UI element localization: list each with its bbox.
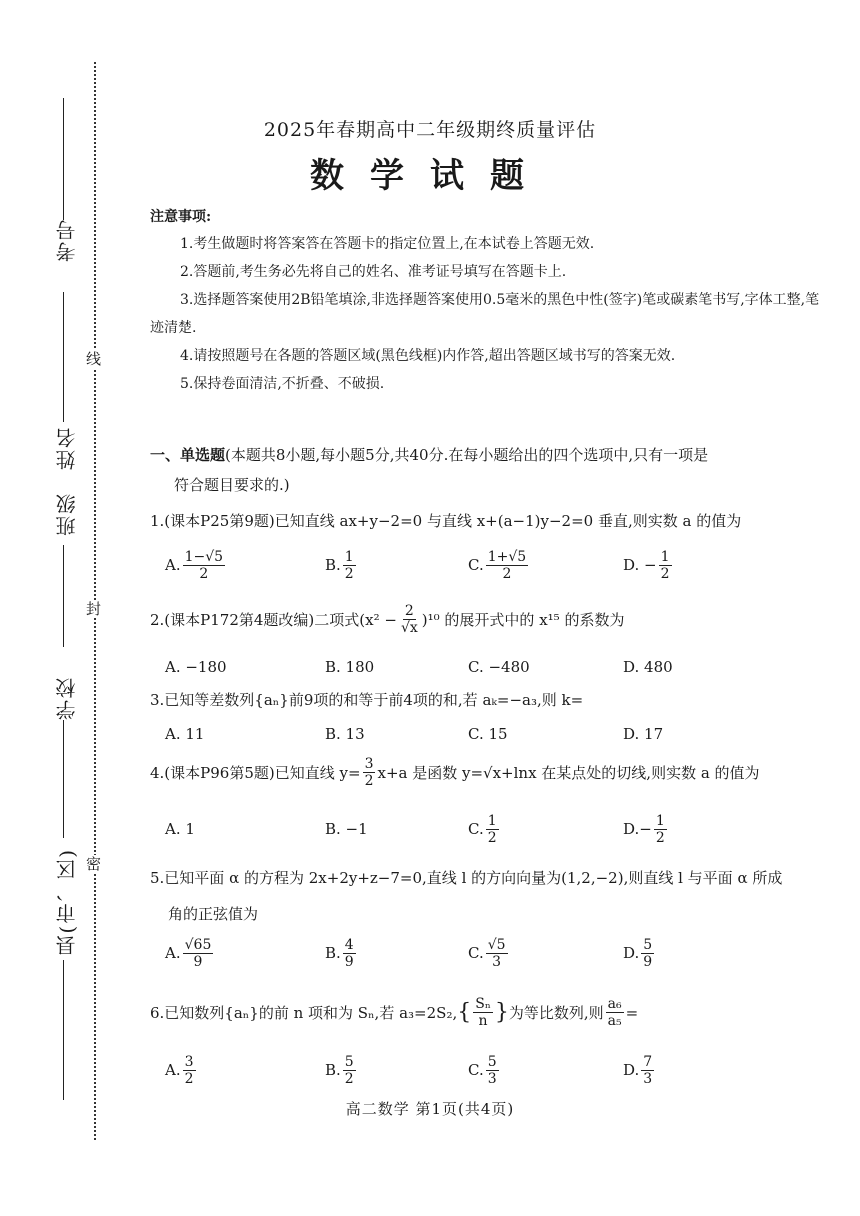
frac-num: Sₙ xyxy=(475,996,491,1012)
frac-num: 1−√5 xyxy=(184,548,224,565)
frac-den: 3 xyxy=(492,953,502,970)
frac-den: √x xyxy=(400,620,418,636)
q4-post: x+a 是函数 y=√x+lnx 在某点处的切线,则实数 a 的值为 xyxy=(377,763,760,782)
option-a: A. −180 xyxy=(165,658,227,676)
frac-den: 3 xyxy=(643,1070,653,1087)
frac-den: 2 xyxy=(660,565,670,582)
frac-num: 5 xyxy=(487,1053,497,1070)
question-5 xyxy=(150,860,830,932)
frac-den: 2 xyxy=(502,565,512,582)
question-1: 1.(课本P25第9题)已知直线 ax+y−2=0 与直线 x+(a−1)y−2=0 垂直,则实数 a 的值为 xyxy=(150,512,742,530)
seal-char-mi: 密 xyxy=(86,855,102,873)
frac-den: 2 xyxy=(344,565,354,582)
frac-num: 3 xyxy=(364,756,374,772)
option-label: B. xyxy=(325,1061,341,1079)
options-q4 xyxy=(165,809,805,849)
option-a xyxy=(165,1050,198,1090)
notice-item: 4.请按照题号在各题的答题区域(黑色线框)内作答,超出答题区域书写的答案无效. xyxy=(180,348,676,364)
notice-item: 3.选择题答案使用2B铅笔填涂,非选择题答案使用0.5毫米的黑色中性(签字)笔或碳素笔书写,字体工整,笔迹清楚. xyxy=(150,292,820,336)
option-label: A. xyxy=(165,1061,181,1079)
notice-item: 2.答题前,考生务必先将自己的姓名、准考证号填写在答题卡上. xyxy=(180,264,567,280)
option-d: D. 17 xyxy=(623,725,664,743)
exam-no-label: 考号 xyxy=(55,218,79,262)
option-label: C. xyxy=(468,556,484,574)
exam-title: 2025年春期高中二年级期终质量评估 xyxy=(263,119,597,141)
option-d xyxy=(623,933,656,973)
frac-den: n xyxy=(478,1013,488,1029)
option-d: D. 480 xyxy=(623,658,673,676)
class-label: 班级 xyxy=(55,492,79,536)
question-6: 6.已知数列{aₙ}的前 n 项和为 Sₙ,若 a₃=2S₂, { $\frac{\text{Sₙ}}{n}$ } 为等比数列,则 $\frac{\text{a₆}}{\text{a₅}}$ = xyxy=(150,996,639,1029)
notice-item: 1.考生做题时将答案答在答题卡的指定位置上,在本试卷上答题无效. xyxy=(180,236,595,252)
option-label: A. xyxy=(165,944,181,962)
county-label: 县(市、区) xyxy=(55,848,79,956)
option-d xyxy=(623,809,669,849)
name-underline xyxy=(63,292,64,422)
frac-den: 2 xyxy=(364,773,374,789)
section-desc-line2: 符合题目要求的.) xyxy=(174,476,290,494)
question-4 xyxy=(150,756,830,789)
options-q6 xyxy=(165,1050,805,1090)
section-header xyxy=(150,440,820,500)
class-underline xyxy=(63,545,64,647)
option-c xyxy=(468,545,530,585)
frac-num: 1 xyxy=(655,812,665,829)
option-b xyxy=(325,545,358,585)
option-label: A. 1 xyxy=(165,820,195,838)
frac-num: 2 xyxy=(404,603,414,619)
frac-den: 2 xyxy=(487,829,497,846)
option-d xyxy=(623,545,674,585)
option-sign: − xyxy=(644,556,657,574)
option-label: B. xyxy=(325,944,341,962)
options-q5 xyxy=(165,933,805,973)
q6-pre: 6.已知数列{aₙ}的前 n 项和为 Sₙ,若 a₃=2S₂, xyxy=(150,1003,458,1022)
frac-num: √5 xyxy=(487,936,506,953)
option-a xyxy=(165,545,227,585)
options-q2 xyxy=(165,647,805,687)
frac-den: 9 xyxy=(344,953,354,970)
option-a xyxy=(165,809,195,849)
option-c: C. −480 xyxy=(468,658,530,676)
page-footer: 高二数学 第1页(共4页) xyxy=(345,1100,515,1118)
frac-den: 2 xyxy=(199,565,209,582)
q2-post: )¹⁰ 的展开式中的 x¹⁵ 的系数为 xyxy=(421,610,625,629)
option-label: B. xyxy=(325,556,341,574)
option-label: D. xyxy=(623,820,640,838)
options-q3 xyxy=(165,714,805,754)
option-label: C. xyxy=(468,820,484,838)
option-label: C. xyxy=(468,1061,484,1079)
q2-pre: 2.(课本P172第4题改编)二项式(x² − xyxy=(150,610,397,629)
frac-den: 9 xyxy=(193,953,203,970)
option-label: A. xyxy=(165,556,181,574)
question-2 xyxy=(150,603,830,636)
option-d xyxy=(623,1050,656,1090)
frac-num: 1 xyxy=(344,548,354,565)
frac-num: 3 xyxy=(184,1053,194,1070)
q5-line2: 角的正弦值为 xyxy=(168,905,259,923)
option-label: D. xyxy=(623,1061,640,1079)
county-underline xyxy=(63,960,64,1100)
option-c xyxy=(468,809,501,849)
option-b: B. 13 xyxy=(325,725,365,743)
option-b xyxy=(325,933,358,973)
options-q1 xyxy=(165,545,805,585)
option-a xyxy=(165,933,215,973)
option-b xyxy=(325,809,368,849)
frac-den: 2 xyxy=(655,829,665,846)
frac-num: √65 xyxy=(184,936,212,953)
seal-char-xian: 线 xyxy=(86,350,102,368)
q6-mid: 为等比数列,则 xyxy=(508,1003,604,1022)
frac-num: 1+√5 xyxy=(487,548,527,565)
frac-den: 2 xyxy=(344,1070,354,1087)
frac-den: 2 xyxy=(184,1070,194,1087)
option-c xyxy=(468,1050,501,1090)
question-3: 3.已知等差数列{aₙ}前9项的和等于前4项的和,若 aₖ=−a₃,则 k= xyxy=(150,691,584,709)
section-title: 一、单选题 xyxy=(150,446,226,464)
frac-den: a₅ xyxy=(607,1013,622,1029)
section-desc-line1: (本题共8小题,每小题5分,共40分.在每小题给出的四个选项中,只有一项是 xyxy=(225,446,709,464)
seal-char-feng: 封 xyxy=(86,600,102,618)
frac-num: 1 xyxy=(660,548,670,565)
option-label: B. −1 xyxy=(325,820,368,838)
option-b: B. 180 xyxy=(325,658,375,676)
frac-num: 5 xyxy=(643,936,653,953)
frac-num: 5 xyxy=(344,1053,354,1070)
option-b xyxy=(325,1050,358,1090)
frac-den: 9 xyxy=(643,953,653,970)
name-label: 姓名 xyxy=(55,426,79,470)
option-label: D. xyxy=(623,556,640,574)
q6-post: = xyxy=(625,1003,639,1022)
frac-num: 7 xyxy=(643,1053,653,1070)
q4-pre: 4.(课本P96第5题)已知直线 y= xyxy=(150,763,361,782)
school-label: 学校 xyxy=(55,676,79,720)
notice-heading: 注意事项: xyxy=(150,209,212,225)
frac-num: a₆ xyxy=(607,996,622,1012)
notice-item: 5.保持卷面清洁,不折叠、不破损. xyxy=(180,376,385,392)
option-label: D. xyxy=(623,944,640,962)
option-c xyxy=(468,933,510,973)
option-c: C. 15 xyxy=(468,725,508,743)
frac-den: 3 xyxy=(487,1070,497,1087)
school-underline xyxy=(63,720,64,838)
option-sign: − xyxy=(639,820,652,838)
option-a: A. 11 xyxy=(165,725,205,743)
frac-num: 4 xyxy=(344,936,354,953)
frac-num: 1 xyxy=(487,812,497,829)
q5-line1: 5.已知平面 α 的方程为 2x+2y+z−7=0,直线 l 的方向向量为(1,2,−2),则直线 l 与平面 α 所成 xyxy=(150,869,783,887)
option-label: C. xyxy=(468,944,484,962)
subject-title: 数学试题 xyxy=(310,156,550,196)
notice-list xyxy=(150,230,820,398)
